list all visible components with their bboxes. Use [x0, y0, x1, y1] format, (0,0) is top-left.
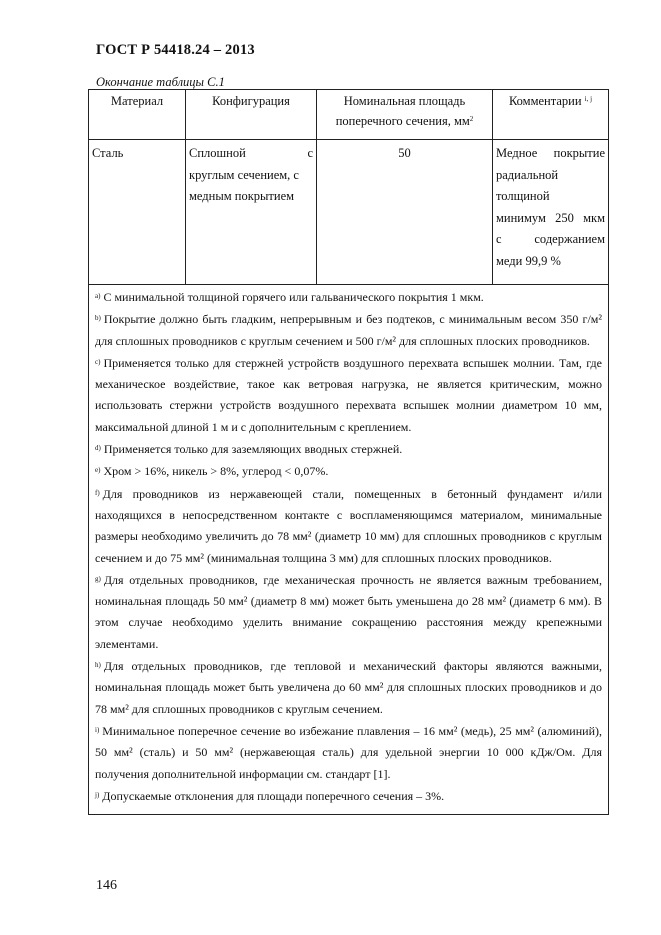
- materials-table: [88, 89, 609, 815]
- footnote-i: $^{i)}$ Минимальное поперечное сечение во избежание плавления – 16 мм² (медь), 25 мм² (алюминий), 50 мм² (сталь) и 50 мм² (нержавеющая сталь) для удельной энергии 10 000 кДж/Ом. Для получения дополнительной информации см. стандарт [1].: [95, 723, 602, 781]
- cell-configuration: Сплошной с круглым сечением, с медным покрытием: [186, 140, 317, 285]
- footnotes-row: [89, 285, 609, 815]
- header-comments: Комментарии $^{i, j}$: [493, 90, 609, 140]
- footnote-f: $^{f)}$ Для проводников из нержавеющей стали, помещенных в бетонный фундамент и/или находящихся в непосредственном контакте с воспламеняющимся материалом, минимальные размеры необходимо увеличить до 78 мм² (диаметр 10 мм) для сплошных проводников с круглым сечением и до 75 мм² (минимальная толщина 3 мм) для сплошных плоских проводников.: [95, 486, 602, 565]
- cell-material: Сталь: [89, 140, 186, 285]
- cell-comment: Медное покрытие радиальной толщиной минимум 250 мкм с содержанием меди 99,9 %: [493, 140, 609, 285]
- footnote-j: $^{j)}$ Допускаемые отклонения для площади поперечного сечения – 3%.: [95, 788, 445, 803]
- header-configuration: Конфигурация: [186, 90, 317, 140]
- table-row: [89, 140, 609, 285]
- footnote-c: $^{c)}$ Применяется только для стержней устройств воздушного перехвата вспышек молнии. Там, где механическое воздействие, такое как ветровая нагрузка, не является критическим, можно использовать стержни устройств воздушного перехвата вспышек молнии диаметром 10 мм, максимальной длиной 1 м и с дополнительным с креплением.: [95, 355, 602, 434]
- cell-area: 50: [317, 140, 493, 285]
- page-number: 146: [96, 878, 117, 893]
- header-material: Материал: [89, 90, 186, 140]
- footnote-h: $^{h)}$ Для отдельных проводников, где тепловой и механический факторы являются важными, номинальная площадь может быть увеличена до 60 мм² для сплошных плоских проводников и до 78 мм² для сплошных проводников с круглым сечением.: [95, 659, 602, 716]
- table-caption: Окончание таблицы С.1: [96, 75, 225, 89]
- footnote-g: $^{g)}$ Для отдельных проводников, где механическая прочность не является важным требованием, номинальная площадь 50 мм² (диаметр 8 мм) может быть уменьшена до 28 мм² (диаметр 6 мм). В этом случае необходимо уделить внимание сокращению расстояния между крепежными элементами.: [95, 572, 602, 651]
- footnote-e: $^{e)}$ Хром > 16%, никель > 8%, углерод < 0,07%.: [95, 464, 329, 479]
- header-area: Номинальная площадь поперечного сечения, $мм^2$: [317, 90, 493, 140]
- footnote-b: $^{b)}$ Покрытие должно быть гладким, непрерывным и без подтеков, с минимальным весом 350 г/м² для сплошных проводников с круглым сечением и 500 г/м² для сплошных плоских проводников.: [95, 312, 602, 348]
- footnotes-cell: [89, 285, 609, 815]
- footnote-d: $^{d)}$ Применяется только для заземляющих вводных стержней.: [95, 442, 403, 457]
- footnote-a: $^{a)}$ С минимальной толщиной горячего или гальванического покрытия 1 мкм.: [95, 290, 484, 304]
- document-header: ГОСТ Р 54418.24 – 2013: [96, 42, 255, 58]
- table-header-row: [89, 90, 609, 140]
